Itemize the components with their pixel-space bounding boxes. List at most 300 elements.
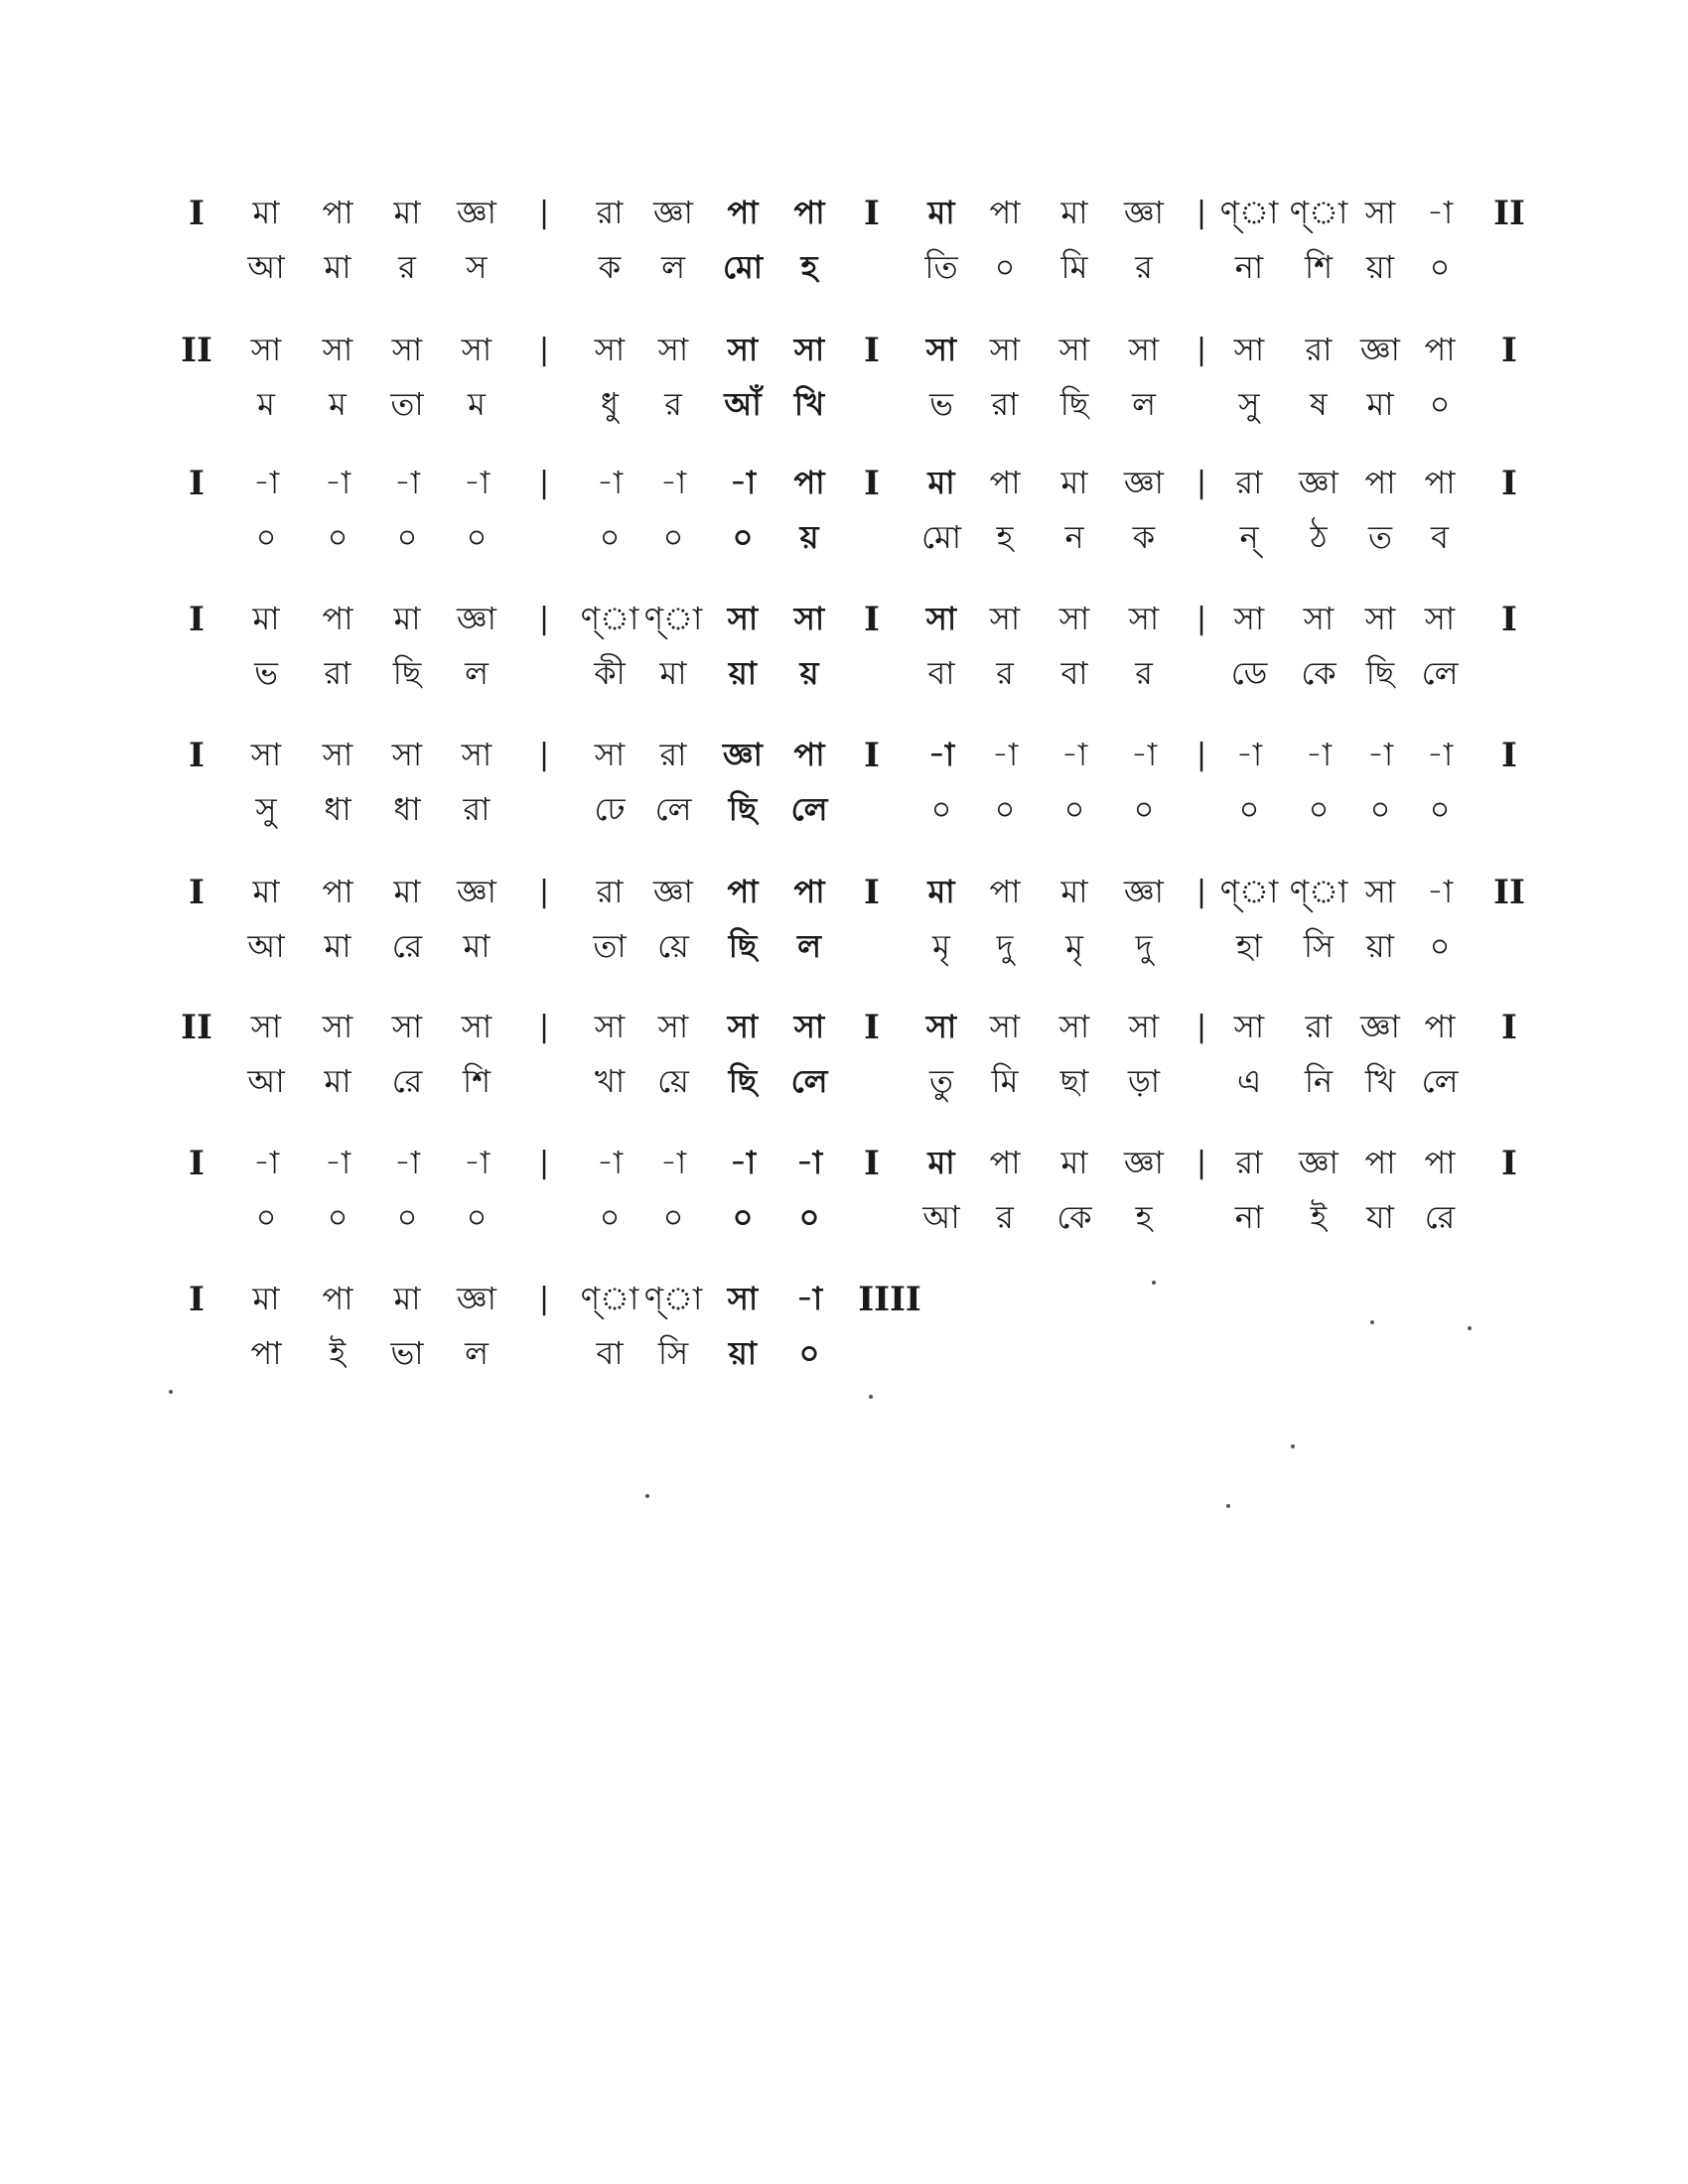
scan-speck bbox=[1152, 1281, 1156, 1285]
notation-system bbox=[0, 1008, 1688, 1130]
swara-note: -া bbox=[252, 1144, 280, 1181]
lyric-syllable: বা bbox=[1060, 654, 1088, 692]
swara-note: সা bbox=[793, 1008, 825, 1045]
lyric-syllable: বা bbox=[927, 654, 955, 692]
swara-note: পা bbox=[989, 194, 1021, 231]
swara-note: সা bbox=[322, 736, 353, 773]
lyric-syllable: ডে bbox=[1230, 654, 1268, 692]
swara-note: মা bbox=[1060, 194, 1088, 231]
swara-note: মা bbox=[927, 1144, 955, 1181]
barline: IIII bbox=[858, 1280, 921, 1319]
swara-note: -া bbox=[324, 464, 352, 501]
lyric-syllable: মো bbox=[920, 518, 962, 556]
lyric-syllable: লে bbox=[790, 1062, 828, 1100]
scan-speck bbox=[1468, 1326, 1472, 1330]
swara-note: -া bbox=[463, 1144, 491, 1181]
swara-note: পা bbox=[1424, 1008, 1456, 1045]
lyric-syllable: ০ bbox=[255, 1198, 277, 1236]
lyric-syllable: ক bbox=[1132, 518, 1156, 556]
barline: | bbox=[1196, 196, 1207, 230]
barline: | bbox=[1196, 466, 1207, 500]
swara-note: সা bbox=[250, 736, 282, 773]
lyric-syllable: তু bbox=[928, 1062, 954, 1100]
swara-note: সা bbox=[391, 331, 423, 368]
swara-note: সা bbox=[1128, 600, 1160, 637]
swara-note: মা bbox=[927, 873, 955, 910]
lyric-syllable: ছা bbox=[1059, 1062, 1089, 1100]
lyric-syllable: হা bbox=[1235, 927, 1263, 965]
swara-note: জ্ঞা bbox=[457, 600, 496, 637]
swara-note: জ্ঞা bbox=[1124, 873, 1164, 910]
lyric-syllable: য়ে bbox=[657, 927, 689, 965]
swara-note: ণ্‌া bbox=[1289, 194, 1348, 231]
barline: | bbox=[1196, 333, 1207, 367]
lyric-syllable: রা bbox=[991, 385, 1019, 423]
lyric-syllable: ধু bbox=[601, 385, 619, 423]
notation-system bbox=[0, 873, 1688, 995]
swara-note: সা bbox=[1303, 600, 1335, 637]
swara-note: -া bbox=[1426, 194, 1454, 231]
notation-system bbox=[0, 1144, 1688, 1266]
lyric-syllable: মা bbox=[463, 927, 491, 965]
lyric-syllable: ধা bbox=[324, 790, 352, 828]
swara-note: ণ্‌া bbox=[580, 600, 639, 637]
swara-note: পা bbox=[727, 194, 759, 231]
barline: | bbox=[1196, 738, 1207, 772]
swara-note: মা bbox=[252, 194, 280, 231]
barline: I bbox=[189, 464, 205, 503]
swara-note: মা bbox=[252, 1280, 280, 1317]
swara-note: সা bbox=[989, 331, 1021, 368]
swara-note: সা bbox=[1424, 600, 1456, 637]
lyric-syllable: সি bbox=[1303, 927, 1335, 965]
lyric-syllable: ল bbox=[797, 927, 821, 965]
lyric-syllable: ০ bbox=[1063, 790, 1085, 828]
swara-note: -া bbox=[795, 1280, 823, 1317]
lyric-syllable: য় bbox=[799, 518, 819, 556]
swara-note: সা bbox=[657, 331, 689, 368]
lyric-syllable: ০ bbox=[1369, 790, 1391, 828]
barline: I bbox=[864, 194, 880, 233]
lyric-syllable: ০ bbox=[599, 518, 621, 556]
swara-note: মা bbox=[252, 600, 280, 637]
lyric-syllable: নি bbox=[1304, 1062, 1334, 1100]
swara-note: পা bbox=[1424, 331, 1456, 368]
lyric-syllable: ০ bbox=[994, 248, 1016, 286]
lyric-syllable: ছি bbox=[1365, 654, 1395, 692]
lyric-syllable: ই bbox=[1310, 1198, 1328, 1236]
swara-note: মা bbox=[393, 1280, 421, 1317]
lyric-syllable: খা bbox=[594, 1062, 626, 1100]
swara-note: পা bbox=[989, 873, 1021, 910]
notation-system bbox=[0, 600, 1688, 722]
swara-note: সা bbox=[1233, 331, 1265, 368]
lyric-syllable: পা bbox=[250, 1334, 282, 1372]
swara-note: -া bbox=[1305, 736, 1333, 773]
barline: | bbox=[1196, 1146, 1207, 1180]
swara-note: -া bbox=[659, 1144, 687, 1181]
swara-note: -া bbox=[1426, 736, 1454, 773]
lyric-syllable: হ bbox=[996, 518, 1014, 556]
barline: II bbox=[181, 1008, 212, 1047]
swara-note: ণ্‌া bbox=[1219, 873, 1279, 910]
swara-note: -া bbox=[991, 736, 1019, 773]
lyric-syllable: শি bbox=[1304, 248, 1334, 286]
swara-note: মা bbox=[927, 194, 955, 231]
lyric-syllable: তা bbox=[390, 385, 424, 423]
scan-speck bbox=[1370, 1320, 1374, 1324]
lyric-syllable: তি bbox=[924, 248, 958, 286]
barline: I bbox=[189, 1280, 205, 1319]
barline: | bbox=[538, 1146, 550, 1180]
swara-note: -া bbox=[393, 464, 421, 501]
swara-note: পা bbox=[322, 194, 353, 231]
swara-note: ণ্‌া bbox=[643, 600, 703, 637]
lyric-syllable: রা bbox=[463, 790, 491, 828]
barline: I bbox=[189, 873, 205, 912]
lyric-syllable: রে bbox=[391, 927, 423, 965]
lyric-syllable: ন্ bbox=[1239, 518, 1259, 556]
lyric-syllable: ন bbox=[1064, 518, 1084, 556]
lyric-syllable: আঁ bbox=[724, 385, 762, 423]
swara-note: পা bbox=[1364, 1144, 1396, 1181]
barline: I bbox=[864, 464, 880, 503]
lyric-syllable: মা bbox=[659, 654, 687, 692]
swara-note: সা bbox=[391, 1008, 423, 1045]
lyric-syllable: মা bbox=[1366, 385, 1394, 423]
swara-note: সা bbox=[594, 736, 626, 773]
swara-note: -া bbox=[1235, 736, 1263, 773]
lyric-syllable: ঢে bbox=[594, 790, 626, 828]
barline: I bbox=[1501, 1008, 1517, 1047]
swara-note: রা bbox=[596, 194, 624, 231]
swara-note: -া bbox=[393, 1144, 421, 1181]
lyric-syllable: ছি bbox=[1059, 385, 1089, 423]
lyric-syllable: ল bbox=[661, 248, 685, 286]
swara-note: রা bbox=[1305, 1008, 1333, 1045]
swara-note: ণ্‌া bbox=[1289, 873, 1348, 910]
barline: | bbox=[538, 1010, 550, 1044]
barline: | bbox=[538, 196, 550, 230]
swara-note: -া bbox=[1130, 736, 1158, 773]
lyric-syllable: য় bbox=[799, 654, 819, 692]
swara-note: -া bbox=[795, 1144, 823, 1181]
lyric-syllable: মা bbox=[324, 927, 352, 965]
swara-note: মা bbox=[393, 194, 421, 231]
lyric-syllable: ধা bbox=[393, 790, 421, 828]
lyric-syllable: ল bbox=[1132, 385, 1156, 423]
barline: I bbox=[189, 194, 205, 233]
lyric-syllable: ০ bbox=[327, 518, 349, 556]
notation-system bbox=[0, 464, 1688, 586]
lyric-syllable: র bbox=[996, 1198, 1014, 1236]
swara-note: সা bbox=[1058, 331, 1090, 368]
swara-note: জ্ঞা bbox=[1124, 194, 1164, 231]
lyric-syllable: তা bbox=[593, 927, 627, 965]
swara-note: -া bbox=[927, 736, 955, 773]
swara-note: জ্ঞা bbox=[653, 194, 693, 231]
swara-note: জ্ঞা bbox=[723, 736, 763, 773]
lyric-syllable: মি bbox=[991, 1062, 1019, 1100]
barline: II bbox=[1493, 194, 1525, 233]
lyric-syllable: লে bbox=[1421, 1062, 1459, 1100]
lyric-syllable: য়ে bbox=[657, 1062, 689, 1100]
lyric-syllable: কে bbox=[1056, 1198, 1092, 1236]
lyric-syllable: আ bbox=[922, 1198, 960, 1236]
lyric-syllable: এ bbox=[1236, 1062, 1262, 1100]
lyric-syllable: ল bbox=[465, 1334, 489, 1372]
swara-note: সা bbox=[1364, 873, 1396, 910]
swara-note: মা bbox=[393, 600, 421, 637]
lyric-syllable: ০ bbox=[1133, 790, 1155, 828]
barline: II bbox=[181, 331, 212, 370]
swara-note: সা bbox=[1364, 600, 1396, 637]
lyric-syllable: ত bbox=[1367, 518, 1393, 556]
lyric-syllable: য়া bbox=[1365, 248, 1395, 286]
lyric-syllable: ০ bbox=[599, 1198, 621, 1236]
lyric-syllable: ০ bbox=[466, 518, 488, 556]
lyric-syllable: লে bbox=[654, 790, 692, 828]
lyric-syllable: রে bbox=[1424, 1198, 1456, 1236]
swara-note: সা bbox=[322, 331, 353, 368]
swara-note: জ্ঞা bbox=[1124, 1144, 1164, 1181]
barline: I bbox=[1501, 1144, 1517, 1183]
swara-note: মা bbox=[393, 873, 421, 910]
scan-speck bbox=[1291, 1444, 1295, 1448]
swara-note: জ্ঞা bbox=[457, 1280, 496, 1317]
swara-note: -া bbox=[729, 464, 757, 501]
swara-note: পা bbox=[793, 873, 825, 910]
lyric-syllable: খি bbox=[793, 385, 825, 423]
swara-note: পা bbox=[322, 873, 353, 910]
swara-note: -া bbox=[463, 464, 491, 501]
lyric-syllable: ০ bbox=[1429, 248, 1451, 286]
swara-note: সা bbox=[925, 331, 957, 368]
lyric-syllable: ম bbox=[329, 385, 347, 423]
swara-note: সা bbox=[727, 600, 759, 637]
barline: I bbox=[1501, 600, 1517, 639]
barline: | bbox=[1196, 1010, 1207, 1044]
swara-note: সা bbox=[250, 1008, 282, 1045]
lyric-syllable: মি bbox=[1060, 248, 1088, 286]
swara-note: মা bbox=[1060, 1144, 1088, 1181]
swara-note: পা bbox=[1364, 464, 1396, 501]
swara-note: -া bbox=[1366, 736, 1394, 773]
lyric-syllable: য়া bbox=[1365, 927, 1395, 965]
swara-note: পা bbox=[989, 464, 1021, 501]
swara-note: -া bbox=[729, 1144, 757, 1181]
barline: | bbox=[538, 333, 550, 367]
lyric-syllable: য়া bbox=[728, 1334, 758, 1372]
lyric-syllable: ০ bbox=[1238, 790, 1260, 828]
swara-note: রা bbox=[1235, 464, 1263, 501]
swara-note: -া bbox=[1426, 873, 1454, 910]
barline: | bbox=[538, 602, 550, 636]
lyric-syllable: ০ bbox=[1429, 385, 1451, 423]
barline: I bbox=[189, 1144, 205, 1183]
lyric-syllable: ছি bbox=[728, 1062, 758, 1100]
lyric-syllable: ল bbox=[465, 654, 489, 692]
barline: I bbox=[864, 1008, 880, 1047]
lyric-syllable: সু bbox=[1238, 385, 1260, 423]
lyric-syllable: আ bbox=[247, 248, 285, 286]
barline: I bbox=[864, 1144, 880, 1183]
lyric-syllable: না bbox=[1234, 1198, 1264, 1236]
lyric-syllable: মা bbox=[324, 1062, 352, 1100]
swara-note: ণ্‌া bbox=[643, 1280, 703, 1317]
barline: | bbox=[538, 875, 550, 909]
lyric-syllable: ০ bbox=[732, 1198, 754, 1236]
lyric-syllable: র bbox=[1135, 248, 1153, 286]
swara-note: সা bbox=[1058, 1008, 1090, 1045]
swara-note: সা bbox=[925, 1008, 957, 1045]
swara-note: মা bbox=[252, 873, 280, 910]
lyric-syllable: সু bbox=[255, 790, 277, 828]
lyric-syllable: ০ bbox=[662, 1198, 684, 1236]
swara-note: সা bbox=[1128, 1008, 1160, 1045]
lyric-syllable: ম bbox=[468, 385, 486, 423]
barline: | bbox=[1196, 875, 1207, 909]
barline: | bbox=[538, 466, 550, 500]
lyric-syllable: ০ bbox=[1429, 790, 1451, 828]
lyric-syllable: র bbox=[1135, 654, 1153, 692]
lyric-syllable: রে bbox=[391, 1062, 423, 1100]
scan-speck bbox=[1226, 1504, 1230, 1508]
swara-note: সা bbox=[1233, 600, 1265, 637]
barline: I bbox=[1501, 331, 1517, 370]
lyric-syllable: ০ bbox=[732, 518, 754, 556]
lyric-syllable: ম bbox=[257, 385, 275, 423]
barline: I bbox=[189, 600, 205, 639]
lyric-syllable: ষ bbox=[1310, 385, 1328, 423]
barline: I bbox=[864, 736, 880, 775]
lyric-syllable: ০ bbox=[396, 1198, 418, 1236]
barline: | bbox=[538, 1282, 550, 1316]
barline: | bbox=[1196, 602, 1207, 636]
swara-note: -া bbox=[252, 464, 280, 501]
swara-note: সা bbox=[1128, 331, 1160, 368]
swara-note: সা bbox=[727, 331, 759, 368]
swara-note: জ্ঞা bbox=[1299, 1144, 1338, 1181]
lyric-syllable: বা bbox=[596, 1334, 624, 1372]
lyric-syllable: ই bbox=[329, 1334, 347, 1372]
swara-note: সা bbox=[727, 1008, 759, 1045]
lyric-syllable: মৃ bbox=[932, 927, 950, 965]
lyric-syllable: সি bbox=[657, 1334, 689, 1372]
lyric-syllable: ০ bbox=[930, 790, 952, 828]
swara-note: পা bbox=[322, 1280, 353, 1317]
lyric-syllable: খি bbox=[1364, 1062, 1396, 1100]
lyric-syllable: লে bbox=[1421, 654, 1459, 692]
swara-note: -া bbox=[596, 1144, 624, 1181]
swara-note: সা bbox=[391, 736, 423, 773]
lyric-syllable: কে bbox=[1301, 654, 1336, 692]
lyric-syllable: ছি bbox=[728, 927, 758, 965]
lyric-syllable: ০ bbox=[994, 790, 1016, 828]
scan-speck bbox=[869, 1395, 873, 1399]
lyric-syllable: দু bbox=[996, 927, 1014, 965]
swara-note: সা bbox=[461, 331, 492, 368]
lyric-syllable: হ bbox=[800, 248, 818, 286]
lyric-syllable: মো bbox=[722, 248, 764, 286]
swara-note: -া bbox=[596, 464, 624, 501]
swara-note: সা bbox=[727, 1280, 759, 1317]
lyric-syllable: ০ bbox=[662, 518, 684, 556]
swara-note: পা bbox=[1424, 1144, 1456, 1181]
lyric-syllable: ভা bbox=[390, 1334, 424, 1372]
swara-note: সা bbox=[594, 331, 626, 368]
lyric-syllable: ড়া bbox=[1127, 1062, 1161, 1100]
lyric-syllable: ০ bbox=[1429, 927, 1451, 965]
lyric-syllable: না bbox=[1234, 248, 1264, 286]
notation-system bbox=[0, 736, 1688, 858]
notation-system bbox=[0, 194, 1688, 316]
swara-note: সা bbox=[925, 600, 957, 637]
swara-note: পা bbox=[1424, 464, 1456, 501]
lyric-syllable: রা bbox=[324, 654, 352, 692]
lyric-syllable: র bbox=[996, 654, 1014, 692]
lyric-syllable: ঠ bbox=[1310, 518, 1328, 556]
swara-note: ণ্‌া bbox=[1219, 194, 1279, 231]
swara-note: মা bbox=[1060, 873, 1088, 910]
swara-note: সা bbox=[1233, 1008, 1265, 1045]
lyric-syllable: ০ bbox=[466, 1198, 488, 1236]
swara-note: রা bbox=[659, 736, 687, 773]
swara-note: সা bbox=[793, 331, 825, 368]
swara-note: সা bbox=[461, 1008, 492, 1045]
lyric-syllable: র bbox=[398, 248, 416, 286]
lyric-syllable: ০ bbox=[798, 1198, 820, 1236]
lyric-syllable: লে bbox=[790, 790, 828, 828]
swara-note: সা bbox=[322, 1008, 353, 1045]
lyric-syllable: ছি bbox=[728, 790, 758, 828]
swara-note: মা bbox=[927, 464, 955, 501]
lyric-syllable: দু bbox=[1135, 927, 1153, 965]
swara-note: ণ্‌া bbox=[580, 1280, 639, 1317]
lyric-syllable: ক bbox=[598, 248, 622, 286]
lyric-syllable: আ bbox=[247, 1062, 285, 1100]
swara-note: মা bbox=[1060, 464, 1088, 501]
barline: I bbox=[864, 600, 880, 639]
swara-note: পা bbox=[793, 464, 825, 501]
lyric-syllable: স bbox=[466, 248, 488, 286]
swara-note: রা bbox=[1235, 1144, 1263, 1181]
lyric-syllable: ০ bbox=[396, 518, 418, 556]
notation-system bbox=[0, 1280, 1688, 1402]
barline: II bbox=[1493, 873, 1525, 912]
lyric-syllable: কী bbox=[594, 654, 626, 692]
lyric-syllable: য়া bbox=[728, 654, 758, 692]
swara-note: সা bbox=[989, 1008, 1021, 1045]
lyric-syllable: ০ bbox=[1308, 790, 1330, 828]
swara-note: জ্ঞা bbox=[1124, 464, 1164, 501]
swara-note: -া bbox=[324, 1144, 352, 1181]
swara-note: জ্ঞা bbox=[1360, 1008, 1400, 1045]
barline: | bbox=[538, 738, 550, 772]
barline: I bbox=[189, 736, 205, 775]
lyric-syllable: যা bbox=[1366, 1198, 1394, 1236]
lyric-syllable: মা bbox=[324, 248, 352, 286]
lyric-syllable: র bbox=[664, 385, 682, 423]
barline: I bbox=[864, 331, 880, 370]
lyric-syllable: আ bbox=[247, 927, 285, 965]
notation-system bbox=[0, 331, 1688, 453]
scan-speck bbox=[169, 1390, 173, 1394]
swara-note: পা bbox=[989, 1144, 1021, 1181]
swara-note: জ্ঞা bbox=[1360, 331, 1400, 368]
swara-note: -া bbox=[659, 464, 687, 501]
lyric-syllable: হ bbox=[1135, 1198, 1153, 1236]
